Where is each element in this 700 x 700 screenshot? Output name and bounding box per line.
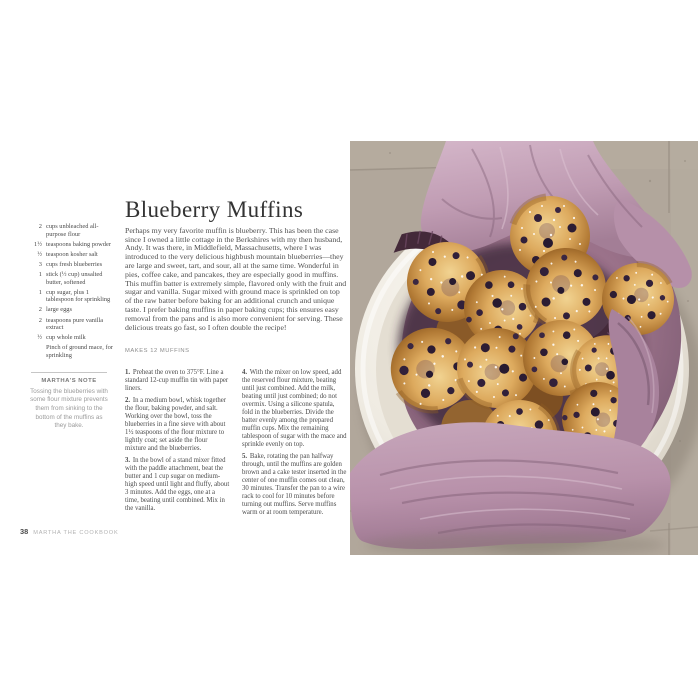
ingredient-item xyxy=(31,317,117,332)
instructions-column-right xyxy=(242,369,347,521)
ingredient-qty: 1 xyxy=(38,288,42,296)
ingredient-item xyxy=(31,289,117,304)
book-title: MARTHA THE COOKBOOK xyxy=(33,530,119,536)
ingredient-text: cup sugar, plus 1 tablespoon for sprinkling xyxy=(46,288,111,304)
step-1 xyxy=(125,369,230,393)
ingredient-qty: 1½ xyxy=(34,240,42,248)
ingredient-qty: 2 xyxy=(38,316,42,324)
ingredient-text: cups fresh blueberries xyxy=(46,260,103,268)
note-title: MARTHA'S NOTE xyxy=(41,378,97,384)
ingredient-item xyxy=(31,271,117,286)
step-text: Preheat the oven to 375°F. Line a standard 12-cup muffin tin with paper liners. xyxy=(125,369,229,393)
step-number: 4. xyxy=(242,369,248,376)
step-number: 2. xyxy=(125,397,131,405)
step-4 xyxy=(242,369,347,449)
ingredient-text: teaspoon kosher salt xyxy=(46,250,98,258)
ingredient-text: cups unbleached all-purpose flour xyxy=(46,223,99,238)
ingredient-qty: ½ xyxy=(37,250,42,258)
muffin-photo xyxy=(350,141,698,555)
ingredient-text: teaspoons pure vanilla extract xyxy=(46,316,104,332)
step-3 xyxy=(125,457,230,513)
recipe-intro: Perhaps my very favorite muffin is blueberry. This has been the case since I owned a little cottage in the Berkshires with my then husband, Andy. It was there, in Middlefield, Massachusetts, where I was introduced to the very delicious highbush mountain blueberries—they are large and sweet, tart, and sour, all at the same time. Wonderful in pies, coffee cake, and pancakes, they are especially good in muffins. This muffin batter is extremely simple, flavored only with the fruit and sugar and vanilla. Sugar mixed with ground mace is sprinkled on top of the raw batter before baking for an additional crunch and unique taste. I prefer baking muffins in paper baking cups; this ensures easy removal from the pans and is also more convenient for serving. These delicious treats go fast, so I often double the recipe! xyxy=(125,225,347,332)
instructions xyxy=(125,369,347,521)
ingredient-qty: 2 xyxy=(38,223,42,230)
recipe-yield: MAKES 12 MUFFINS xyxy=(125,348,190,354)
step-text: In the bowl of a stand mixer fitted with the paddle attachment, beat the butter and 1 cup sugar on medium-high speed until light and fluffy, about 3 minutes. Add the eggs, one at a time, beating until combined. Mix in the vanilla. xyxy=(125,457,230,513)
ingredient-qty: 1 xyxy=(38,271,42,279)
step-number: 3. xyxy=(125,457,131,465)
ingredient-qty: 2 xyxy=(38,306,42,314)
ingredient-item xyxy=(31,344,117,359)
ingredient-list xyxy=(31,223,117,362)
step-text: Bake, rotating the pan halfway through, until the muffins are golden brown and a cake tester inserted in the center of one muffin comes out clean, 30 minutes. Transfer the pan to a wire rack to cool for 10 minutes before turning out muffins. Serve muffins warm or at room temperature. xyxy=(242,453,347,517)
ingredient-text: teaspoons baking powder xyxy=(46,240,111,248)
step-number: 1. xyxy=(125,369,131,376)
page-number: 38 xyxy=(20,527,29,536)
note-text: Tossing the blueberries with some flour mixture prevents them from sinking to the bottom of the muffins as they bake. xyxy=(30,387,108,430)
step-text: With the mixer on low speed, add the reserved flour mixture, beating until just combined. Add the milk, beating until just combined; do not overmix. Using a silicone spatula, fold in the blueberries. Divide the batter evenly among the prepared muffin cups. Mix the remaining tablespoon of sugar with the mace and sprinkle evenly on top. xyxy=(242,369,347,449)
ingredient-qty: 3 xyxy=(38,260,42,268)
ingredient-qty: ½ xyxy=(37,334,42,342)
note-divider xyxy=(31,372,107,373)
page-footer xyxy=(20,527,118,536)
ingredient-item xyxy=(31,223,117,238)
ingredient-text: large eggs xyxy=(46,306,72,314)
muffin-photo-illustration xyxy=(350,141,698,555)
step-2 xyxy=(125,397,230,453)
instructions-column-left xyxy=(125,369,230,521)
step-text: In a medium bowl, whisk together the flour, baking powder, and salt. Working over the bowl, toss the blueberries in a fine sieve with about 1½ teaspoons of the flour mixture to lightly coat; set aside the flour mixture and the blueberries. xyxy=(125,397,227,453)
ingredient-item xyxy=(31,261,117,269)
ingredient-item xyxy=(31,241,117,249)
ingredient-item xyxy=(31,334,117,342)
step-5 xyxy=(242,453,347,517)
ingredient-text: Pinch of ground mace, for sprinkling xyxy=(46,344,113,359)
ingredient-text: stick (½ cup) unsalted butter, softened xyxy=(46,271,103,286)
ingredient-item xyxy=(31,306,117,314)
step-number: 5. xyxy=(242,453,248,461)
marthas-note xyxy=(29,372,109,431)
ingredient-text: cup whole milk xyxy=(46,334,86,342)
recipe-title: Blueberry Muffins xyxy=(125,197,304,223)
ingredient-item xyxy=(31,251,117,259)
ingredient-qty xyxy=(31,344,42,359)
